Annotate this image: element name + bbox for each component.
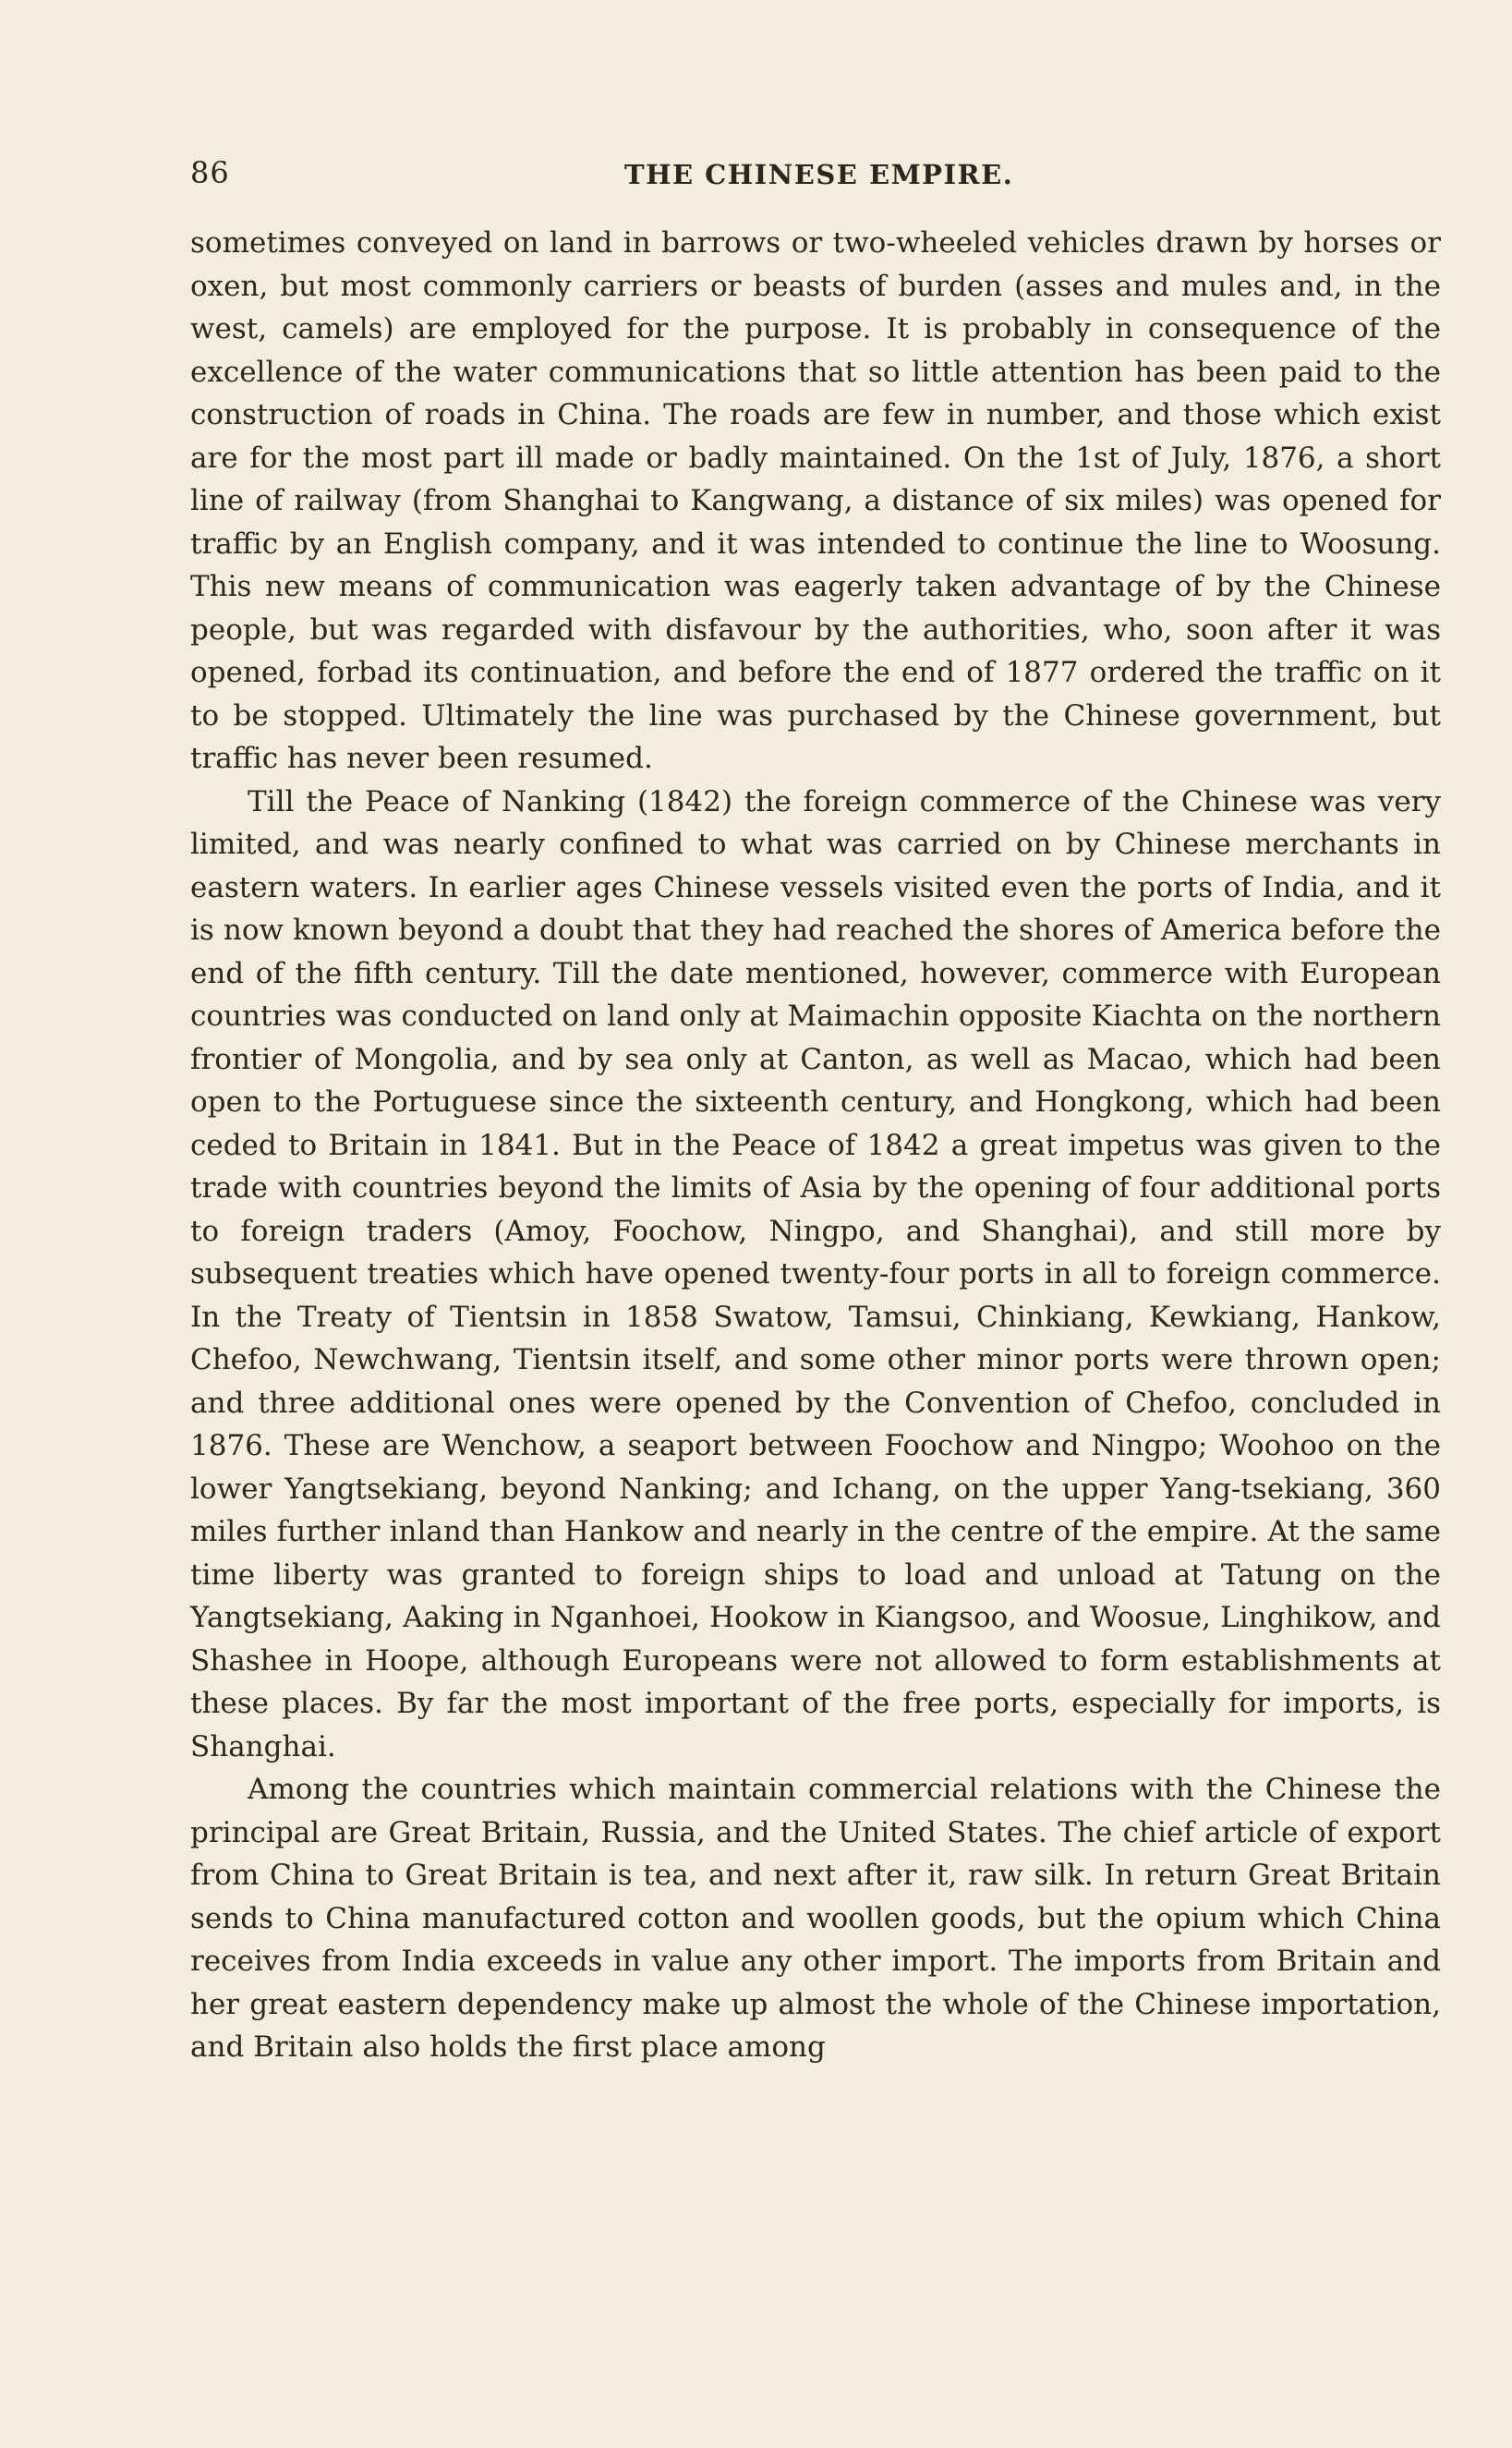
page-header	[190, 155, 1438, 201]
paragraph-foreign-commerce: Till the Peace of Nanking (1842) the foreign commerce of the Chinese was very limited, and was nearly confined to what was carried on by Chinese merchants in eastern waters. In earlier ages Chinese vessels visited even the ports of India, and it is now known beyond a doubt that they had reached the shores of America before the end of the fifth century. Till the date mentioned, however, commerce with European countries was conducted on land only at Maimachin opposite Kiachta on the northern frontier of Mongolia, and by sea only at Canton, as well as Macao, which had been open to the Portuguese since the sixteenth century, and Hongkong, which had been ceded to Britain in 1841. But in the Peace of 1842 a great impetus was given to the trade with countries beyond the limits of Asia by the opening of four additional ports to foreign traders (Amoy, Foochow, Ningpo, and Shanghai), and still more by subsequent treaties which have opened twenty-four ports in all to foreign commerce. In the Treaty of Tientsin in 1858 Swatow, Tamsui, Chinkiang, Kewkiang, Hankow, Chefoo, Newchwang, Tientsin itself, and some other minor ports were thrown open; and three additional ones were opened by the Convention of Chefoo, concluded in 1876. These are Wenchow, a seaport between Foochow and Ningpo; Woohoo on the lower Yangtsekiang, beyond Nanking; and Ichang, on the upper Yang-tsekiang, 360 miles further inland than Hankow and nearly in the centre of the empire. At the same time liberty was granted to foreign ships to load and unload at Tatung on the Yangtsekiang, Aaking in Nganhoei, Hookow in Kiangsoo, and Woosue, Linghikow, and Shashee in Hoope, although Europeans were not allowed to form establishments at these places. By far the most important of the free ports, especially for imports, is Shanghai.	[190, 784, 1441, 1763]
paragraph-trading-countries: Among the countries which maintain commercial relations with the Chinese the principal are Great Britain, Russia, and the United States. The chief article of export from China to Great Britain is tea, and next after it, raw silk. In return Great Britain sends to China manufactured cotton and woollen goods, but the opium which China receives from India exceeds in value any other import. The imports from Britain and her great eastern dependency make up almost the whole of the Chinese importation, and Britain also holds the first place among	[190, 1773, 1441, 2064]
page-number: 86	[190, 155, 230, 190]
running-title: THE CHINESE EMPIRE.	[624, 159, 1014, 190]
body-text	[190, 222, 1441, 2069]
paragraph-roads-and-railway: sometimes conveyed on land in barrows or two-wheeled vehicles drawn by horses or oxen, but most commonly carriers or beasts of burden (asses and mules and, in the west, camels) are employed for the purpose. It is probably in consequence of the excellence of the water communications that so little attention has been paid to the construction of roads in China. The roads are few in number, and those which exist are for the most part ill made or badly maintained. On the 1st of July, 1876, a short line of railway (from Shanghai to Kangwang, a distance of six miles) was opened for traffic by an English company, and it was intended to continue the line to Woosung. This new means of communication was eagerly taken advantage of by the Chinese people, but was regarded with disfavour by the authorities, who, soon after it was opened, forbad its continuation, and before the end of 1877 ordered the traffic on it to be stopped. Ultimately the line was purchased by the Chinese government, but traffic has never been resumed.	[190, 226, 1441, 775]
